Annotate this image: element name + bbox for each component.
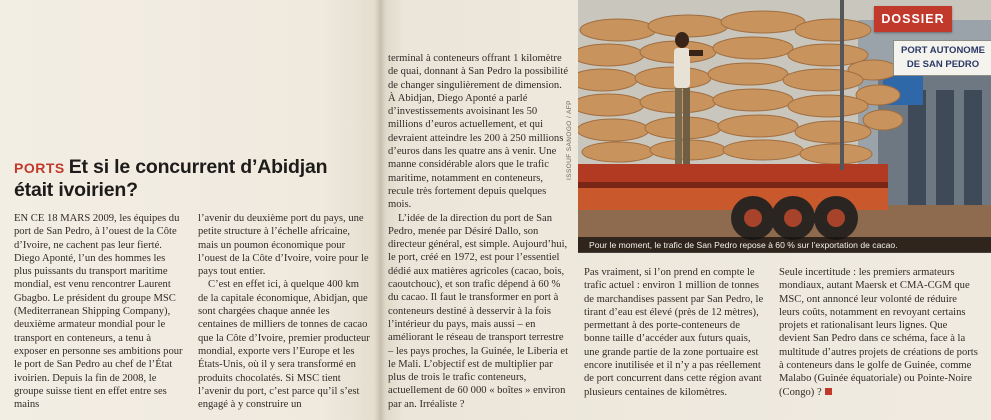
photo-caption: Pour le moment, le trafic de San Pedro repose à 60 % sur l’exportation de cacao.	[589, 240, 898, 250]
cocoa-truck-photo	[578, 0, 991, 252]
article-column-3	[388, 52, 570, 411]
port-sign	[893, 40, 991, 76]
section-kicker: PORTS	[14, 160, 65, 176]
paragraph-text: Seule incertitude : les premiers armateurs mondiaux, autant Maersk et CMA-CGM que MSC, ont annoncé leur volonté de réduire leurs coûts, notamment en revoyant certains projets et rationalisant leurs lignes. Que devient San Pedro dans ce schéma, face à la multitude d’autres projets de créations de ports à conteneurs dans le golfe de Guinée, comme Malabo (Guinée équatoriale) ou Pointe-Noire (Congo) ?	[779, 267, 978, 398]
port-sign-line-1: PORT AUTONOME	[901, 45, 985, 56]
page-fold	[374, 0, 386, 420]
paragraph	[779, 266, 979, 399]
paragraph: l’avenir du deuxième port du pays, une petite structure à l’échelle africaine, mais un poumon économique pour l’ouest de la Côte d’Ivoire, voire pour le pays tout entier.	[198, 213, 369, 278]
article-headline	[14, 156, 369, 201]
article-column-5	[779, 266, 979, 399]
dossier-section-tag: DOSSIER	[874, 6, 952, 32]
photo-credit: ISSOUF SANOGO / AFP	[566, 100, 573, 180]
paragraph: Pas vraiment, si l’on prend en compte le trafic actuel : environ 1 million de tonnes de marchandises passent par San Pedro, le tirant d’eau est élevé (près de 12 mètres), permettant à des porte-conteneurs de bonne taille d’accéder aux futurs quais, une grande partie de la zone portuaire est encore inutilisée et il n’y a pas réellement de port concurrent dans cette région avant plusieurs centaines de kilomètres.	[584, 267, 764, 398]
paragraph: terminal à conteneurs offrant 1 kilomètre de quai, donnant à San Pedro la possibilité de changer singulièrement de dimension. À Abidjan, Diego Aponté a parlé d’investissements avoisinant les 50 millions d’euros actuellement, et qui devraient atteindre les 200 à 250 millions d’euros dans les quatre ans à venir. Une manne considérable alors que le trafic maritime, notamment en conteneurs, recule très fortement depuis quelques mois.	[388, 53, 569, 211]
paragraph: EN CE 18 MARS 2009, les équipes du port de San Pedro, à l’ouest de la Côte d’Ivoire, ne cachent pas leur fierté. Diego Aponté, l’un des hommes les plus puissants du transport maritime mondial, est venu rencontrer Laurent Gbagbo. Le président du groupe MSC (Mediterranean Shipping Company), deuxième armateur mondial pour le transport en conteneurs, a tenu à exposer en personne ses ambitions pour le port de San Pedro au chef de l’État ivoirien. Depuis la fin de 2008, le groupe suisse tient en effet entre ses mains	[14, 213, 183, 411]
article-title: Et si le concurrent d’Abidjan était ivoirien?	[14, 156, 328, 201]
paragraph: L’idée de la direction du port de San Pedro, menée par Désiré Dallo, son directeur général, est simple. Aujourd’hui, le port, créé en 1972, est pour l’essentiel dédié aux matières agricoles (cacao, bois, caoutchouc), et son trafic dépend à 60 % du cacao. Il faut le transformer en port à conteneurs destiné à desservir à la fois l’intérieur du pays, mais aussi – en améliorant le réseau de transport terrestre – les pays proches, la Guinée, le Liberia et le Mali. L’objectif est de multiplier par plus de trois le trafic conteneurs, actuellement de 60 000 « boîtes » environ par an. Irréaliste ?	[388, 212, 569, 410]
end-of-article-square-icon	[825, 388, 832, 395]
port-sign-line-2: DE SAN PEDRO	[906, 59, 980, 70]
article-column-4	[584, 266, 766, 399]
article-column-2	[198, 212, 370, 411]
article-column-1	[14, 212, 184, 411]
photo-illustration	[578, 0, 991, 252]
paragraph: C’est en effet ici, à quelque 400 km de la capitale économique, Abidjan, que sont chargées chaque année les centaines de milliers de tonnes de cacao que la Côte d’Ivoire, premier producteur mondial, exporte vers l’Europe et les États-Unis, où il y sera transformé en produits chocolatés. Si MSC tient l’avenir du port, c’est parce qu’il s’est engagé à y construire un	[198, 279, 370, 411]
